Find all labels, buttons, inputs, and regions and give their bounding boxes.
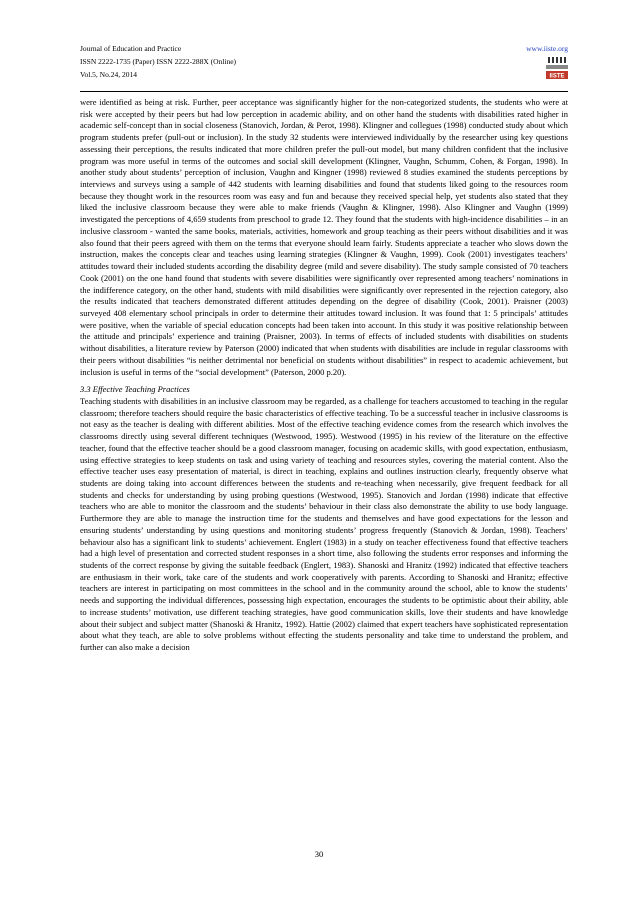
journal-url-link[interactable]: www.iiste.org (526, 44, 568, 53)
body-paragraph: were identified as being at risk. Further, peer acceptance was significantly higher for the non-categorized students, the students who were at risk were accepted by their peers but had low perception in academic ability, and on other hand the students with disabilities rated higher in academic self-concept than in social closeness (Stanovich, Jordan, & Perot, 1998). Klingner and collegues (1998) conducted study about which program students prefer (pull-out or inclusion). In the study 32 students were interviewed individually by the researcher using key questions assessing their perceptions, the results indicated that more children prefer the pull-out model, but many children confident that the inclusive program was more useful in terms of the outcomes and social skill development (Klingner, Vaughn, Schumm, Cohen, & Forgan, 1998). In another study about students’ perception of inclusion, Vaughn and Kingner (1998) reviewed 8 studies examined the students perceptions by interviews and surveys using a sample of 442 students with learning disabilities and found that students liked going to the resources room because they thought work in the resources room was easy and fun and because they received special help, yet students also stated that they liked the inclusive classroom because they were able to make friends (Vaughn & Klingner, 1998). Also Klingner and Vaughn (1999) investigated the perceptions of 4,659 students from preschool to grade 12. They found that the students with high-incidence disabilities – in an inclusive classroom - wanted the same books, materials, activities, homework and group teaching as their peers without disabilities and it was also found that their peers agreed with them on the terms that everyone should learn fairly. Students appreciate a teacher who slows down the instruction, makes the concepts clear and teaches using learning strategies (Klingner & Vaughn, 1999). Cook (2001) investigates teachers’ attitudes toward their included students according the disability degree (mild and severe disability). The study sample consisted of 70 teachers Cook (2001) on the one hand found that students with severe disabilities were significantly over represented among teachers’ nominations in the indifference category, on the other hand, students with mild disabilities were significantly over represented in the rejection category, also the results indicated that teachers demonstrated different attitudes depending on the degree of disability (Cook, 2001). Praisner (2003) surveyed 408 elementary school principals in order to determine their attitudes toward inclusion. It was found that 1: 5 principals’ attitudes were positive, when the variable of special education concepts had been taken into account. In this study it was positive relationship between the attitude and principals’ experience and training (Praisner, 2003). In terms of effects of included students with disabilities on students without disabilities, a literature review by Paterson (2000) indicated that when students with disabilities are include in regular classrooms with their peers without disabilities “is neither detrimental nor beneficial on students without disabilities” in respect to academic achievement, but inclusion is useful in terms of the “social development” (Paterson, 2000 p.20). (80, 97, 568, 377)
svg-text:IISTE: IISTE (549, 73, 565, 79)
volume-line: Vol.5, No.24, 2014 (80, 70, 137, 79)
section-heading: 3.3 Effective Teaching Practices (80, 384, 190, 395)
header-divider (80, 91, 568, 92)
page-number: 30 (314, 849, 324, 859)
page-header (80, 44, 568, 94)
iiste-logo-icon (546, 57, 568, 79)
article-body (80, 97, 568, 654)
issn-line: ISSN 2222-1735 (Paper) ISSN 2222-288X (Online) (80, 57, 237, 66)
body-paragraph: Teaching students with disabilities in an inclusive classroom may be regarded, as a challenge for teachers accustomed to teaching in the regular classroom; therefore teachers should require the basic characteristics of effective teaching. To be a successful teacher in inclusive classrooms is not easy as the teacher is dealing with different abilities. Most of the effective teaching evidence comes from the research which involves the classrooms directly using several different techniques (Westwood, 1995). Westwood (1995) in his review of the literature on the effective teacher, found that the effective teacher should be a good classroom manager, focusing on academic skills, with good expectation, enthusiasm, using effective strategies to keep students on task and using variety of teaching and resources styles, covering the material content. Also the effective teacher uses easy presentation of material, is direct in teaching, explains and outlines instruction clearly, frequently observe what students are doing taking into account differences between the students and re-teaching when necessarily, give frequent feedback for all students and checks for understanding by using probing questions (Westwood, 1995). Stanovich and Jordan (1998) indicate that effective teachers who are able to monitor the classroom and the students’ behaviour in their class also demonstrate the ability to use body language. Furthermore they are able to manage the instruction time for the students and themselves and have good expectations for the lesson and ensuring students’ understanding by using questions and monitoring students’ progress frequently (Stanovich & Jordan, 1998). Teachers’ behaviour also has a significant link to students’ achievement. Englert (1983) in a study on teacher effectiveness found that effective teachers had a high level of presentation and corrected student responses in a short time, also following the students error responses and informing the students of the correct response by giving the suitable feedback (Englert, 1983). Shanoski and Hranitz (1992) indicated that effective teachers are enthusiasm in their work, take care of the students and work cooperatively with parents. According to Shanoski and Hranitz; effective teachers are interest in participating on most committees in the school and in the community around the school, able to know the students’ needs and supporting the individual differences, possessing high expectation, encourages the students to be optimistic about their ability, able to increase students’ motivation, use different teaching strategies, have good communication skills, love their students and have knowledge about their subject and subject matter (Shanoski & Hranitz, 1992). Hattie (2002) claimed that expert teachers have sophisticated representation about what they teach, are able to solve problems without effecting the students personality and take time to understand the problem, and further can also make a decision (80, 395, 568, 653)
journal-title: Journal of Education and Practice (80, 44, 182, 53)
